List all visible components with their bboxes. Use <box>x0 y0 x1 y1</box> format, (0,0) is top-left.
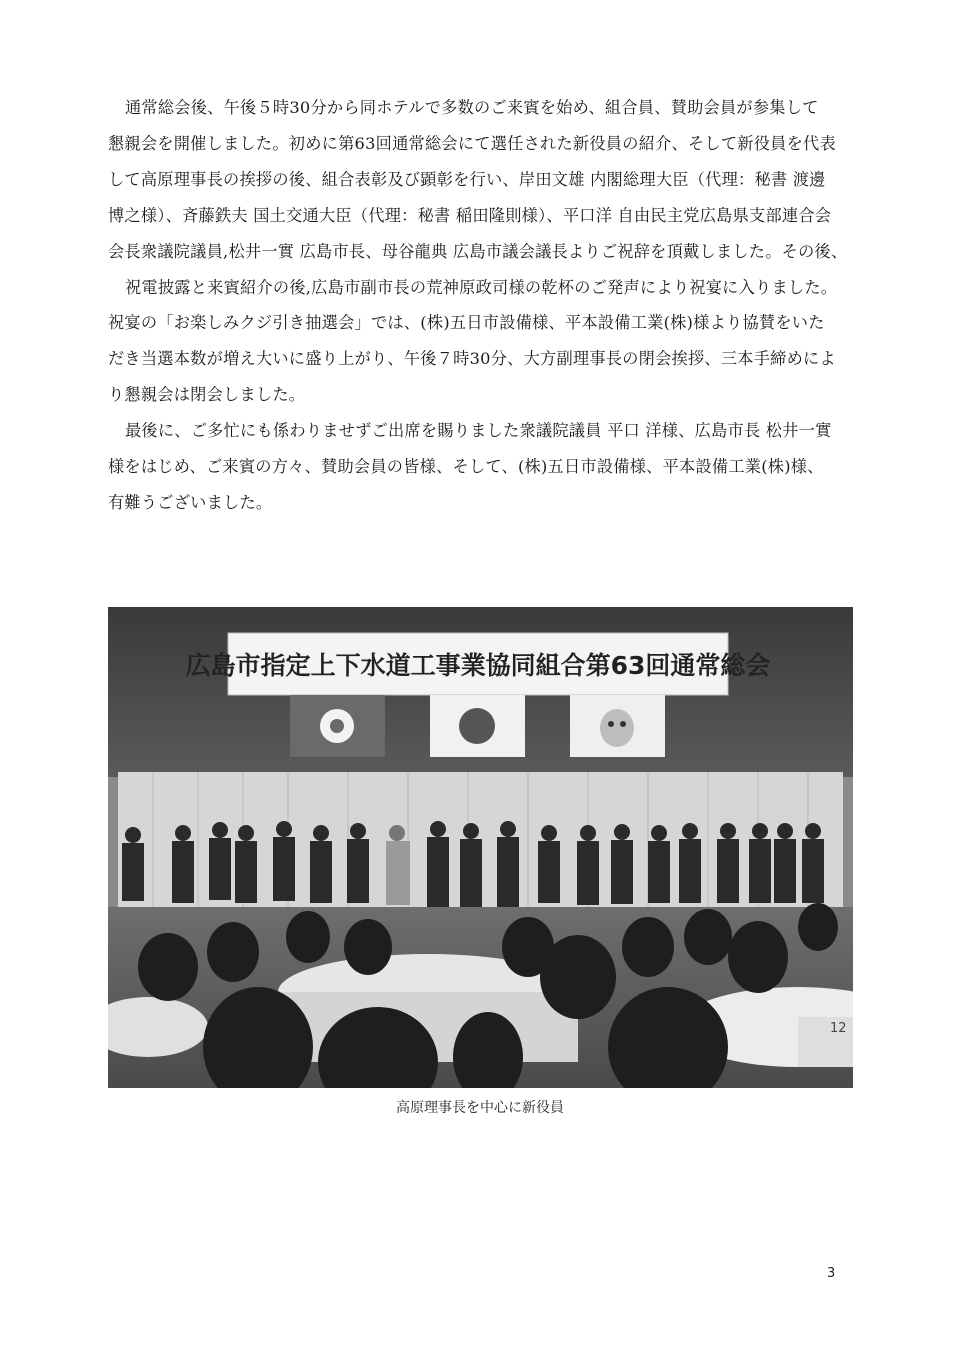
text-line: り懇親会は閉会しました。 <box>108 385 306 405</box>
page-number: 3 <box>827 1266 836 1281</box>
paragraph-2 <box>108 413 860 521</box>
paragraph-1 <box>108 90 860 413</box>
flags <box>290 695 665 757</box>
photo-caption: 高原理事長を中心に新役員 <box>396 1100 564 1116</box>
banner-text: 広島市指定上下水道工事業協同組合第63回通常総会 <box>185 651 771 680</box>
text-line: 祝電披露と来賓紹介の後,広島市副市長の荒神原政司様の乾杯のご発声により祝宴に入りました。 <box>125 277 838 297</box>
text-line: 通常総会後、午後５時30分から同ホテルで多数のご来賓を始め、組合員、賛助会員が参集して <box>125 98 819 117</box>
event-photo <box>108 607 853 1088</box>
text-line: 祝宴の「お楽しみクジ引き抽選会」では、(株)五日市設備様、平本設備工業(株)様より協賛をいた <box>108 313 825 333</box>
text-line: 懇親会を開催しました。初めに第63回通常総会にて選任された新役員の紹介、そして新役員を代表 <box>108 133 836 153</box>
event-photo-illustration <box>108 607 853 1088</box>
text-line: 最後に、ご多忙にも係わりませずご出席を賜りました衆議院議員 平口 洋様、広島市長 松井一實 <box>125 421 832 441</box>
text-line: 有難うございました。 <box>108 492 273 512</box>
text-line: 博之様）、斉藤鉄夫 国土交通大臣（代理：秘書 稲田隆則様）、平口洋 自由民主党広島県支部連合会 <box>108 205 832 225</box>
text-line: して高原理事長の挨拶の後、組合表彰及び顕彰を行い、岸田文雄 内閣総理大臣（代理：秘書 渡邊 <box>108 169 826 189</box>
text-line: 会長衆議院議員,松井一實 広島市長、母谷龍典 広島市議会議長よりご祝辞を頂戴しました。その後、 <box>108 241 848 261</box>
table-number: 12 <box>830 1021 847 1036</box>
body-text <box>108 90 860 521</box>
text-line: だき当選本数が増え大いに盛り上がり、午後７時30分、大方副理事長の閉会挨拶、三本手締めによ <box>108 349 836 369</box>
text-line: 様をはじめ、ご来賓の方々、賛助会員の皆様、そして、(株)五日市設備様、平本設備工業(株)様、 <box>108 457 824 477</box>
